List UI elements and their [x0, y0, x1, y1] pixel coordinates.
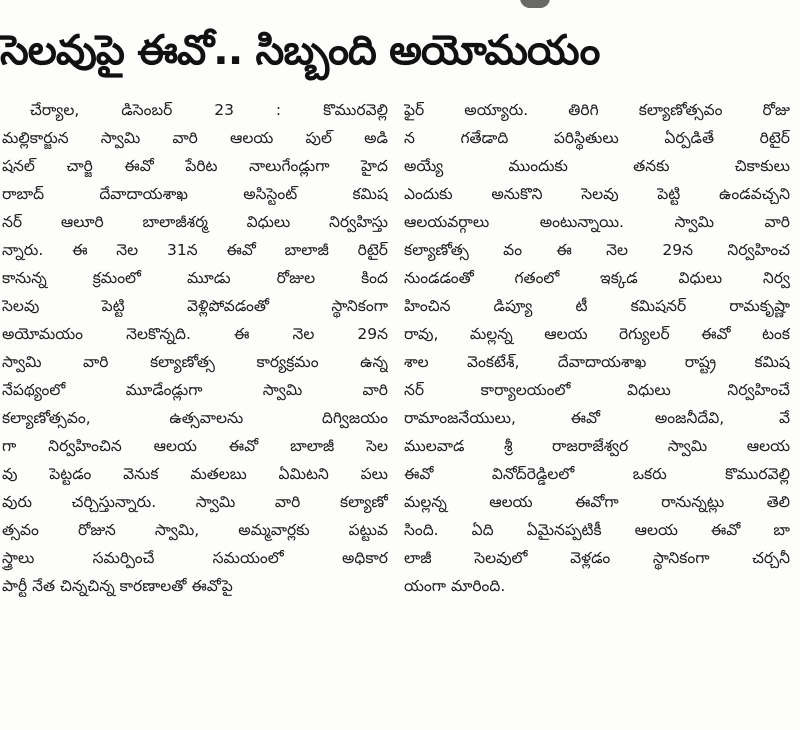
article-text-line: ఈవో వినోద్‌రెడ్డిలలో ఒకరు కొమురవెల్లి	[404, 465, 790, 483]
article-text-line: సింది. ఏది ఏమైనప్పటికీ ఆలయ ఈవో బా	[404, 521, 790, 539]
article-text-line: ఎందుకు అనుకొని సెలవు పెట్టి ఉండవచ్చని	[404, 185, 790, 203]
article-text-line: స్వామి వారి కల్యాణోత్స కార్యక్రమం ఉన్న	[2, 353, 388, 371]
article-text-line: నేపథ్యంలో మూడేండ్లుగా స్వామి వారి	[2, 381, 388, 399]
article-text-line: చేర్యాల, డిసెంబర్ 23 : కొమురవెల్లి	[30, 101, 388, 119]
article-text-line: లాజీ సెలవులో వెళ్లడం స్థానికంగా చర్చనీ	[404, 549, 790, 567]
cut-off-mark	[520, 0, 550, 8]
article-text-line: రావు, మల్లన్న ఆలయ రెగ్యులర్ ఈవో టంక	[404, 325, 790, 343]
article-headline: సెలవుపై ఈవో.. సిబ్బంది అయోమయం	[0, 26, 600, 74]
article-text-line: వురు చర్చిస్తున్నారు. స్వామి వారి కల్యాణో	[2, 493, 388, 511]
article-text-line: కల్యాణోత్స వం ఈ నెల 29న నిర్వహించ	[404, 241, 790, 259]
article-text-line: ములవాడ శ్రీ రాజరాజేశ్వర స్వామి ఆలయ	[404, 437, 790, 455]
article-text-line: సెలవు పెట్టి వెళ్లిపోవడంతో స్థానికంగా	[2, 297, 388, 315]
article-text-line: కానున్న క్రమంలో మూడు రోజుల కింద	[2, 269, 388, 287]
article-text-line: అయోమయం నెలకొన్నది. ఈ నెల 29న	[2, 325, 388, 343]
article-text-line: మల్లికార్జున స్వామి వారి ఆలయ పుల్ అడి	[2, 129, 388, 147]
article-text-line: శాల వెంకటేశ్, దేవాదాయశాఖ రాష్ట్ర కమిష	[404, 353, 790, 371]
article-text-line: కల్యాణోత్సవం, ఉత్సవాలను దిగ్విజయం	[2, 409, 388, 427]
article-text-line: హించిన డిప్యూ టీ కమిషనర్ రామకృష్ణా	[404, 297, 790, 315]
right-column	[404, 96, 790, 726]
article-text-line: నర్ కార్యాలయంలో విధులు నిర్వహించే	[404, 381, 790, 399]
article-body	[0, 96, 800, 726]
left-column	[2, 96, 388, 726]
article-text-line: అయ్యే ముందుకు తనకు చికాకులు	[404, 157, 790, 175]
article-text-line: ఆలయవర్గాలు అంటున్నాయి. స్వామి వారి	[404, 213, 790, 231]
article-text-line: న గతేడాది పరిస్థితులు ఏర్పడితే రిటైర్	[404, 129, 790, 147]
article-text-line: ఫైర్ అయ్యారు. తిరిగి కల్యాణోత్సవం రోజు	[404, 101, 790, 119]
article-text-line: వు పెట్టడం వెనుక మతలబు ఏమిటని పలు	[2, 465, 388, 483]
article-text-line: న్నారు. ఈ నెల 31న ఈవో బాలాజీ రిటైర్	[2, 241, 388, 259]
article-text-line: నుండడంతో గతంలో ఇక్కడ విధులు నిర్వ	[404, 269, 790, 287]
article-text-line: రాబాద్ దేవాదాయశాఖ అసిస్టెంట్ కమిష	[2, 185, 388, 203]
article-text-line: స్త్రాలు సమర్పించే సమయంలో అధికార	[2, 549, 388, 567]
article-text-line: మల్లన్న ఆలయ ఈవోగా రానున్నట్లు తెలి	[404, 493, 790, 511]
article-text-line: యంగా మారింది.	[404, 577, 506, 595]
article-text-line: పార్టీ నేత చిన్నచిన్న కారణాలతో ఈవోపై	[2, 577, 233, 595]
article-text-line: షనల్ చార్జి ఈవో పేరిట నాలుగేండ్లుగా హైద	[2, 157, 388, 175]
article-text-line: నర్ ఆలూరి బాలాజీశర్మ విధులు నిర్వహిస్తు	[2, 213, 388, 231]
article-text-line: రామాంజనేయులు, ఈవో అంజనీదేవి, వే	[404, 409, 790, 427]
article-text-line: గా నిర్వహించిన ఆలయ ఈవో బాలాజీ సెల	[2, 437, 388, 455]
article-text-line: త్సవం రోజున స్వామి, అమ్మవార్లకు పట్టువ	[2, 521, 388, 539]
